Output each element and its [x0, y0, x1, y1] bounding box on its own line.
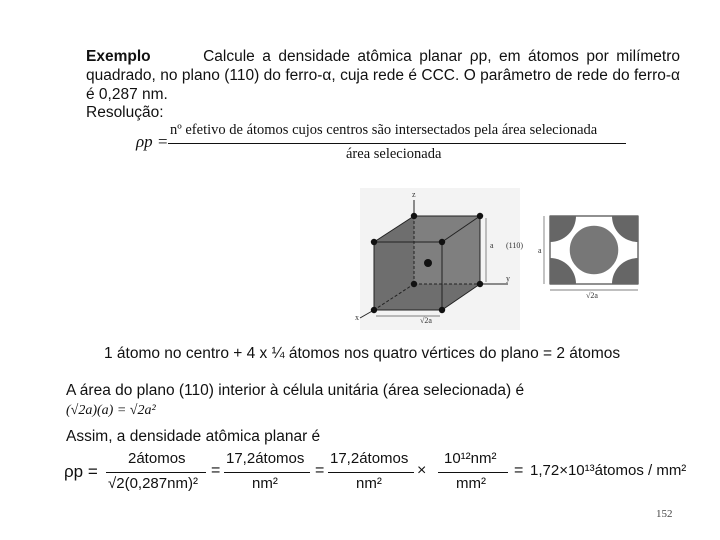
fraction4-denominator: mm² [456, 475, 486, 492]
area-formula: (√2a)(a) = √2a² [66, 403, 156, 418]
label-sqrt2a: √2a [420, 316, 432, 325]
fraction1-denominator: √2(0,287nm)² [108, 475, 198, 492]
density-statement: Assim, a densidade atômica planar é [66, 428, 321, 445]
bcc-110-plane-figure [340, 186, 670, 336]
density-calculation: ρp = 2átomos √2(0,287nm)² = 17,2átomos nm² = 17,2átomos nm² × 10¹²nm² mm² = 1,72×10¹³átomos / mm² [64, 450, 687, 492]
plane-section-diagram [524, 190, 664, 310]
label-a: a [490, 241, 494, 250]
example-text: Calcule a densidade atômica planar ρp, em átomos por milímetro quadrado, no plano (110) do ferro-α, cuja rede é CCC. O parâmetro de rede do ferro-α é 0,287 nm. [86, 48, 680, 103]
label-plane-110: (110) [506, 241, 524, 250]
label-y: y [506, 274, 510, 283]
fraction3-numerator: 17,2átomos [330, 450, 409, 467]
fraction4-numerator: 10¹²nm² [444, 450, 497, 467]
label-a-right: a [538, 246, 542, 255]
center-atom [569, 225, 619, 275]
fraction3-denominator: nm² [356, 475, 382, 492]
area-statement: A área do plano (110) interior à célula unitária (área selecionada) é [66, 382, 525, 399]
rho-symbol: ρp = [136, 132, 169, 151]
fraction1-numerator: 2átomos [128, 450, 186, 467]
label-z: z [412, 190, 416, 199]
definition-numerator: nº efetivo de átomos cujos centros são intersectados pela área selecionada [170, 122, 598, 138]
fraction2-numerator: 17,2átomos [226, 450, 305, 467]
example-paragraph [86, 47, 680, 104]
page-number: 152 [656, 508, 673, 520]
density-result: 1,72×10¹³átomos / mm² [530, 462, 687, 479]
atoms-count-line: 1 átomo no centro + 4 x ¼ átomos nos quatro vértices do plano = 2 átomos [104, 345, 621, 362]
plane-back-face [414, 216, 480, 284]
example-label: Exemplo [86, 48, 151, 65]
fraction-bar [168, 143, 626, 144]
rho-symbol-2: ρp = [64, 462, 98, 481]
label-x: x [355, 313, 359, 322]
definition-denominator: área selecionada [346, 146, 442, 162]
fraction2-denominator: nm² [252, 475, 278, 492]
resolution-label: Resolução: [86, 104, 164, 121]
label-sqrt2a-right: √2a [586, 291, 598, 300]
